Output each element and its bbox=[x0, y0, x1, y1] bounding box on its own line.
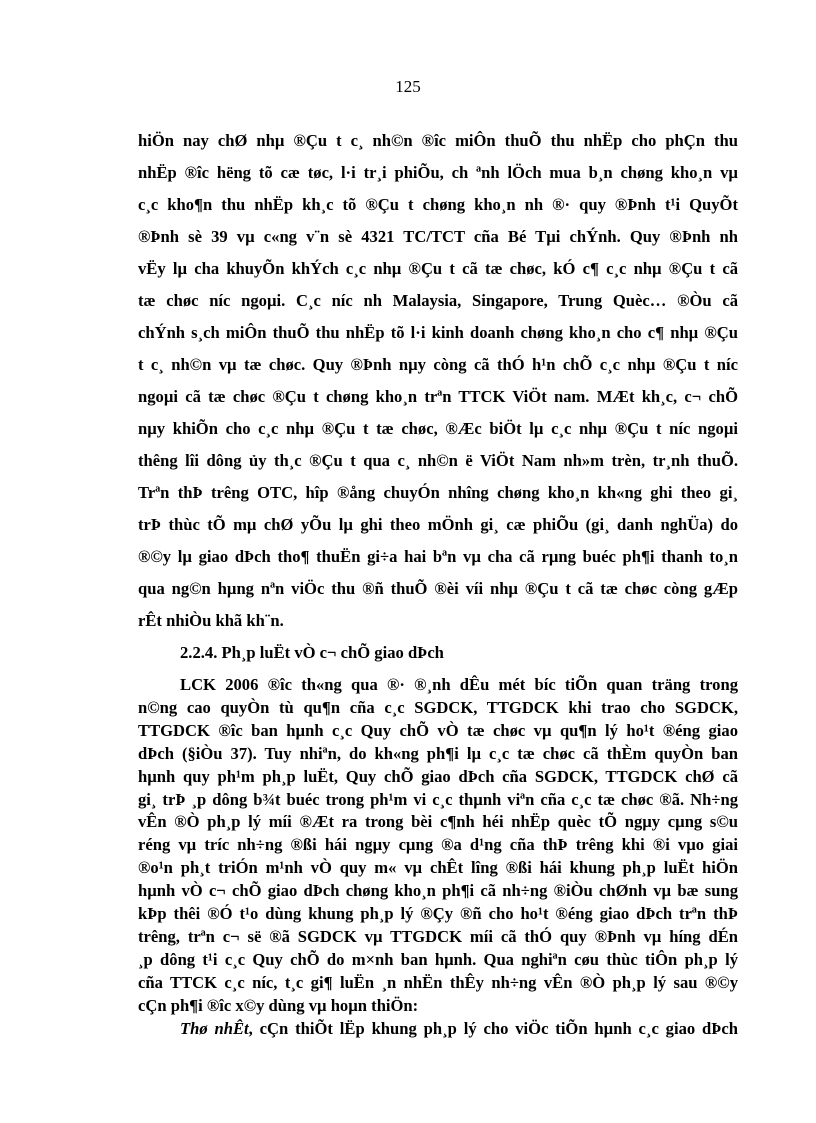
text-line: réng vµ tríc nh÷ng ®ßi hái ngµy cµng ®a d¹ng cña thÞ trêng khi ®i vµo giai bbox=[138, 835, 738, 855]
text-line: hµnh quy ph¹m ph¸p luËt, Quy chÕ giao dÞch cña SGDCK, TTGDCK chØ cã bbox=[138, 766, 738, 786]
text-line: ®©y lµ giao dÞch tho¶ thuËn gi÷a hai bªn vµ cha cã rµng buéc ph¶i thanh to¸n bbox=[138, 547, 738, 566]
text-line: tæ chøc níc ngoµi. C¸c níc nh Malaysia, Singapore, Trung Quèc… ®Òu cã bbox=[138, 291, 738, 310]
text-line: chÝnh s¸ch miÔn thuÕ thu nhËp tõ l·i kinh doanh chøng kho¸n cho c¶ nhµ ®Çu bbox=[138, 323, 738, 342]
text-line: dÞch (§iÒu 37). Tuy nhiªn, do kh«ng ph¶i lµ c¸c tæ chøc cã thÈm quyÒn ban bbox=[138, 743, 738, 763]
text-line: gi¸ trÞ ¸p dông b¾t buéc trong ph¹m vi c¸c thµnh viªn cña c¸c tæ chøc ®ã. Nh÷ng bbox=[138, 789, 738, 809]
text-line: vÊn ®Ò ph¸p lý míi ®Æt ra trong bèi c¶nh héi nhËp quèc tÕ ngµy cµng s©u bbox=[138, 812, 738, 832]
text-line: cña TTCK c¸c níc, t¸c gi¶ luËn ¸n nhËn thÊy nh÷ng vÊn ®Ò ph¸p lý sau ®©y bbox=[138, 972, 738, 992]
text-line: vËy lµ cha khuyÕn khÝch c¸c nhµ ®Çu t cã tæ chøc, kÓ c¶ c¸c nhµ ®Çu t cã bbox=[138, 259, 738, 278]
text-line: ngoµi cã tæ chøc ®Çu t chøng kho¸n trªn TTCK ViÖt nam. MÆt kh¸c, c¬ chÕ bbox=[138, 387, 738, 406]
text-line: qua ng©n hµng nªn viÖc thu ®ñ thuÕ ®èi víi nhµ ®Çu t cã tæ chøc còng gÆp bbox=[138, 579, 738, 598]
page-number: 125 bbox=[395, 77, 421, 96]
text-line: cÇn ph¶i ®îc x©y dùng vµ hoµn thiÖn: bbox=[138, 995, 419, 1015]
text-line: Trªn thÞ trêng OTC, hîp ®ång chuyÓn nhîng chøng kho¸n kh«ng ghi theo gi¸ bbox=[138, 483, 738, 502]
text-line: LCK 2006 ®îc th«ng qua ®· ®¸nh dÊu mét bíc tiÕn quan träng trong bbox=[180, 675, 738, 694]
section-heading: 2.2.4. Ph¸p luËt vÒ c¬ chÕ giao dÞch bbox=[180, 643, 444, 662]
text-line: trêng, trªn c¬ së ®ã SGDCK vµ TTGDCK míi cã thÓ quy ®Þnh vµ híng dÉn bbox=[138, 926, 738, 946]
text-line: TTGDCK ®îc ban hµnh c¸c Quy chÕ vÒ tæ chøc vµ qu¶n lý ho¹t ®éng giao bbox=[138, 720, 738, 740]
text-line-last bbox=[180, 1019, 738, 1039]
text-line: c¸c kho¶n thu nhËp kh¸c tõ ®Çu t chøng kho¸n nh ®· quy ®Þnh t¹i QuyÕt bbox=[138, 195, 738, 214]
text-line: ¸p dông t¹i c¸c Quy chÕ do m×nh ban hµnh. Qua nghiªn cøu thùc tiÔn ph¸p lý bbox=[138, 949, 738, 969]
text-line: ®Þnh sè 39 vµ c«ng v¨n sè 4321 TC/TCT cña Bé Tµi chÝnh. Quy ®Þnh nh bbox=[138, 227, 738, 246]
text-line: hiÖn nay chØ nhµ ®Çu t c¸ nh©n ®îc miÔn thuÕ thu nhËp cho phÇn thu bbox=[138, 131, 738, 150]
text-line: rÊt nhiÒu khã kh¨n. bbox=[138, 611, 284, 630]
text-line: nhËp ®îc hëng tõ cæ tøc, l·i tr¸i phiÕu, ch ªnh lÖch mua b¸n chøng kho¸n vµ bbox=[138, 163, 738, 182]
lead-rest: , cÇn thiÕt lËp khung ph¸p lý cho viÖc tiÕn hµnh c¸c giao dÞch bbox=[248, 1018, 738, 1038]
text-line: ®o¹n ph¸t triÓn m¹nh vÒ quy m« vµ chÊt lîng ®ßi hái khung ph¸p luËt hiÖn bbox=[138, 858, 738, 878]
text-line: hµnh vÒ c¬ chÕ giao dÞch chøng kho¸n ph¶i cã nh÷ng ®iÒu chØnh vµ bæ sung bbox=[138, 881, 738, 901]
text-line: kÞp thêi ®Ó t¹o dùng khung ph¸p lý ®Çy ®ñ cho ho¹t ®éng giao dÞch trªn thÞ bbox=[138, 904, 738, 923]
text-line: n©ng cao quyÒn tù qu¶n cña c¸c SGDCK, TTGDCK khi trao cho SGDCK, bbox=[138, 697, 738, 717]
lead-phrase: Thø nhÊt bbox=[180, 1018, 249, 1038]
text-line: t c¸ nh©n vµ tæ chøc. Quy ®Þnh nµy còng cã thÓ h¹n chÕ c¸c nhµ ®Çu t níc bbox=[138, 355, 738, 374]
text-line: trÞ thùc tÕ mµ chØ yÕu lµ ghi theo mÖnh gi¸ cæ phiÕu (gi¸ danh nghÜa) do bbox=[138, 515, 738, 534]
text-line: thêng lîi dông ủy th¸c ®Çu t qua c¸ nh©n ë ViÖt Nam nh»m trèn, tr¸nh thuÕ. bbox=[138, 451, 738, 470]
text-line: nµy khiÕn cho c¸c nhµ ®Çu t tæ chøc, ®Æc biÖt lµ c¸c nhµ ®Çu t níc ngoµi bbox=[138, 419, 738, 438]
